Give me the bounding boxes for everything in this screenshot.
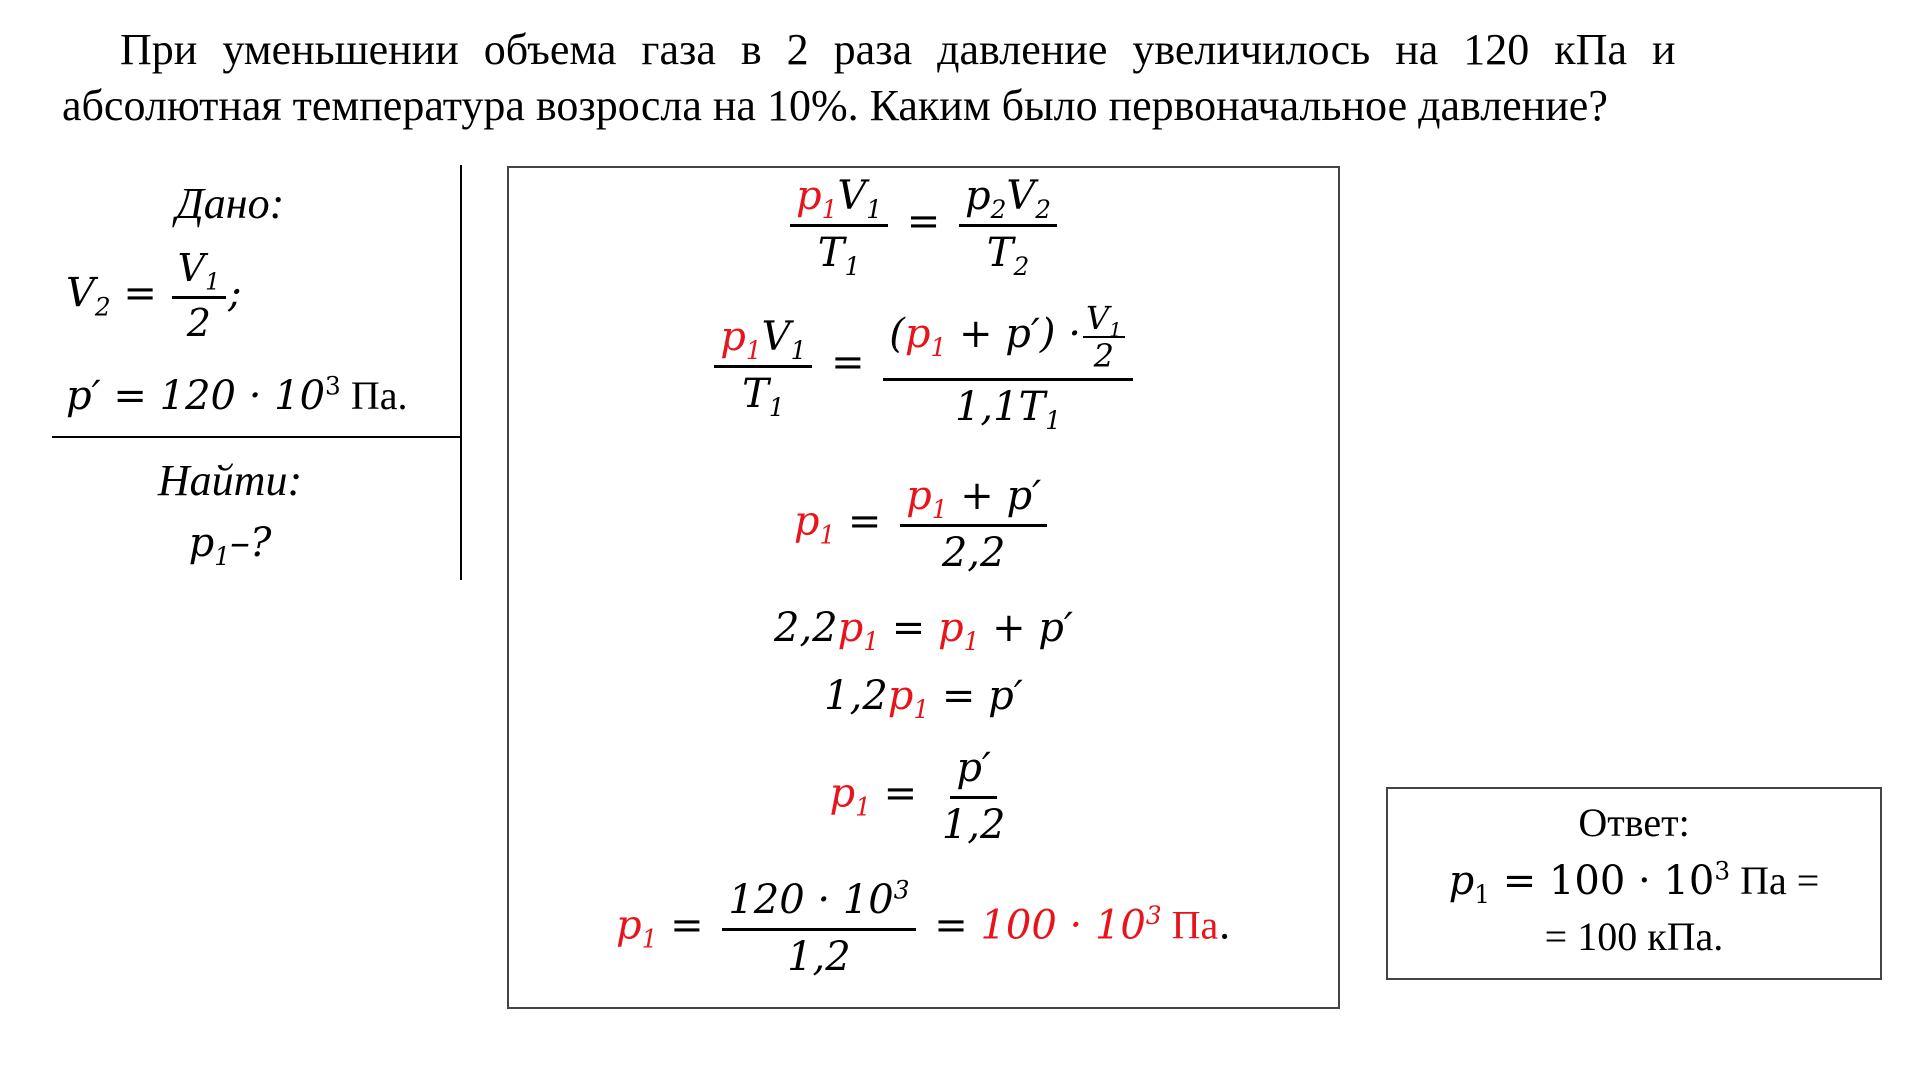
equation-1: $\frac{p_1V_1}{T_1}$ = $\frac{p_2V_2}{T_2}$	[509, 174, 1338, 275]
equation-5: $1,2p_1 = p'$	[824, 673, 1023, 724]
given-separator	[460, 165, 462, 580]
answer-line-2: = 100 кПа.	[1544, 914, 1724, 959]
answer-box	[1386, 787, 1882, 980]
find-var: $p_1-$?	[188, 520, 272, 571]
answer-title: Ответ:	[1578, 800, 1690, 845]
problem-line-1: При уменьшении объема газа в 2 раза давление увеличилось на 120 кПа и	[120, 25, 1676, 74]
solution-box	[507, 166, 1340, 1009]
answer-line-1: $p_1 = 100 \cdot 10^3$ Па =	[1448, 856, 1820, 909]
given-divider	[52, 436, 460, 438]
equation-3: $p_1$ = $\frac{p_1 + p'}{2,2}$	[509, 474, 1338, 575]
equation-6: $p_1$ = $\frac{p'}{1,2}$	[829, 745, 1006, 848]
given-p-prime: $p' = 120 \cdot 10^3$ Па.	[66, 371, 408, 419]
problem-statement	[62, 22, 1872, 134]
given-title: Дано:	[175, 179, 285, 228]
find-title: Найти:	[157, 456, 303, 505]
equation-4: $2,2p_1 = p_1 + p'$	[774, 605, 1073, 656]
given-v2: $V_2$ = $\frac{V_1}{2}$ ;	[66, 246, 242, 345]
equation-2: $\frac{p_1V_1}{T_1}$ = $(p_1 + p')$ · $\frac{V_1}{2}$ $1,1T_1$	[509, 302, 1338, 429]
problem-line-2: абсолютная температура возросла на 10%. Каким было первоначальное давление?	[62, 81, 1608, 130]
equation-7: $p_1$ = $\frac{120 \cdot 10^3}{1,2}$ = $100 \cdot 10^3$ Па.	[616, 875, 1231, 980]
